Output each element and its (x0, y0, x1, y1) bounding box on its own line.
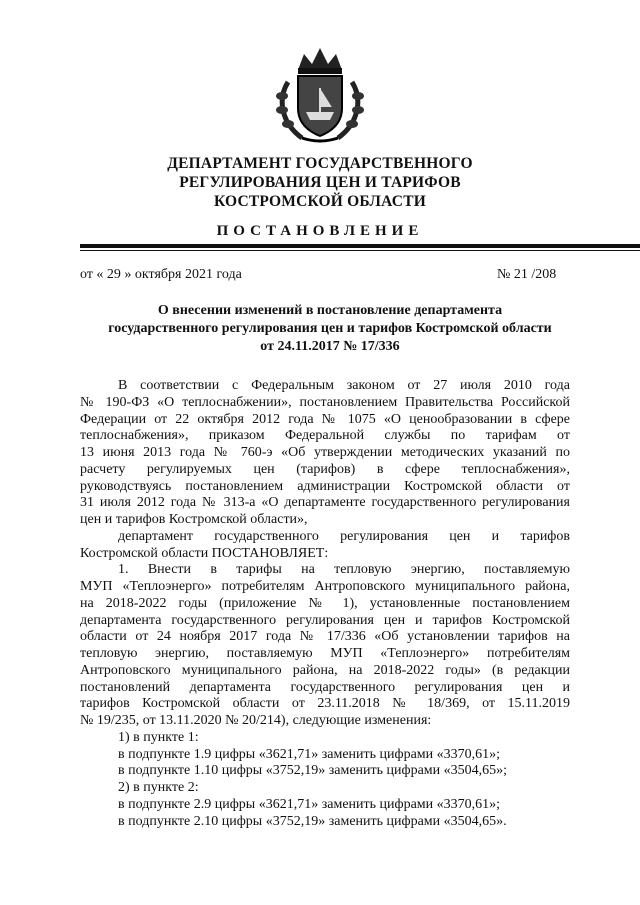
body-line: департамента государственного регулирования цен и тарифов Костромской (80, 612, 570, 628)
body-line: МУП «Теплоэнерго» потребителям Антроповского муниципального района, (80, 579, 570, 594)
body-line: в подпункте 1.9 цифры «3621,71» заменить цифрами «3370,61»; (118, 746, 501, 762)
subject-line1: О внесении изменений в постановление департамента (157, 303, 503, 318)
body-line: тарифов Костромской области от 23.11.2018 № 18/369, от 15.11.2019 (80, 696, 570, 712)
body-line: Костромской области ПОСТАНОВЛЯЕТ: (80, 545, 329, 561)
body-line: Антроповского муниципального района, на 2018-2022 годы» (в редакции (80, 662, 570, 678)
body-line: департамент государственного регулирования цен и тарифов (118, 528, 570, 544)
body-line: тепловую энергию, поставляемую МУП «Теплоэнерго» потребителям (80, 646, 570, 661)
body-line: 2) в пункте 2: (118, 780, 199, 795)
body-line: № 19/235, от 13.11.2020 № 20/214), следующие изменения: (80, 713, 432, 728)
body-line: расчету регулируемых цен (тарифов) в сфере теплоснабжения», (80, 461, 570, 477)
body-line: В соответствии с Федеральным законом от 27 июля 2010 года (118, 378, 570, 393)
body-line: в подпункте 1.10 цифры «3752,19» заменить цифрами «3504,65»; (118, 763, 508, 779)
document-type-title: ПОСТАНОВЛЕНИЕ (216, 223, 424, 239)
body-line: цен и тарифов Костромской области», (80, 512, 308, 527)
body-line: в подпункте 2.9 цифры «3621,71» заменить цифрами «3370,61»; (118, 796, 501, 812)
document-body (80, 378, 570, 830)
body-line: в подпункте 2.10 цифры «3752,19» заменить цифрами «3504,65». (118, 813, 507, 829)
body-line: руководствуясь постановлением администрации Костромской области от (80, 478, 570, 494)
kostroma-coat-of-arms-icon (268, 42, 372, 146)
department-name-line3: КОСТРОМСКОЙ ОБЛАСТИ (213, 193, 426, 210)
body-line: на 2018-2022 годы (приложение № 1), установленные постановлением (80, 595, 570, 611)
body-line: Федерации от 22 октября 2012 года № 1075 «О ценообразовании в сфере (80, 411, 570, 427)
subject-line2: государственного регулирования цен и тарифов Костромской области (108, 321, 552, 336)
body-line: постановлений департамента государственного регулирования цен и (80, 679, 570, 695)
header-divider-thin (80, 250, 640, 251)
header-divider-thick (80, 244, 640, 248)
body-line: 1. Внести в тарифы на тепловую энергию, поставляемую (118, 562, 570, 578)
body-line: 13 июня 2013 года № 760-э «Об утверждении методических указаний по (80, 445, 570, 460)
body-line: 1) в пункте 1: (118, 729, 199, 745)
document-date: от « 29 » октября 2021 года (80, 267, 242, 282)
department-name-line1: ДЕПАРТАМЕНТ ГОСУДАРСТВЕННОГО (167, 155, 473, 172)
body-line: теплоснабжения», приказом Федеральной службы по тарифам от (80, 428, 570, 444)
body-line: № 190-ФЗ «О теплоснабжении», постановлением Правительства Российской (80, 394, 570, 410)
document-number: № 21 /208 (497, 267, 557, 282)
body-line: 31 июля 2012 года № 313-а «О департаменте государственного регулирования (80, 495, 570, 511)
subject-line3: от 24.11.2017 № 17/336 (260, 339, 400, 354)
body-line: области от 24 ноября 2017 года № 17/336 «Об установлении тарифов на (80, 629, 570, 645)
department-name-line2: РЕГУЛИРОВАНИЯ ЦЕН И ТАРИФОВ (179, 174, 461, 191)
